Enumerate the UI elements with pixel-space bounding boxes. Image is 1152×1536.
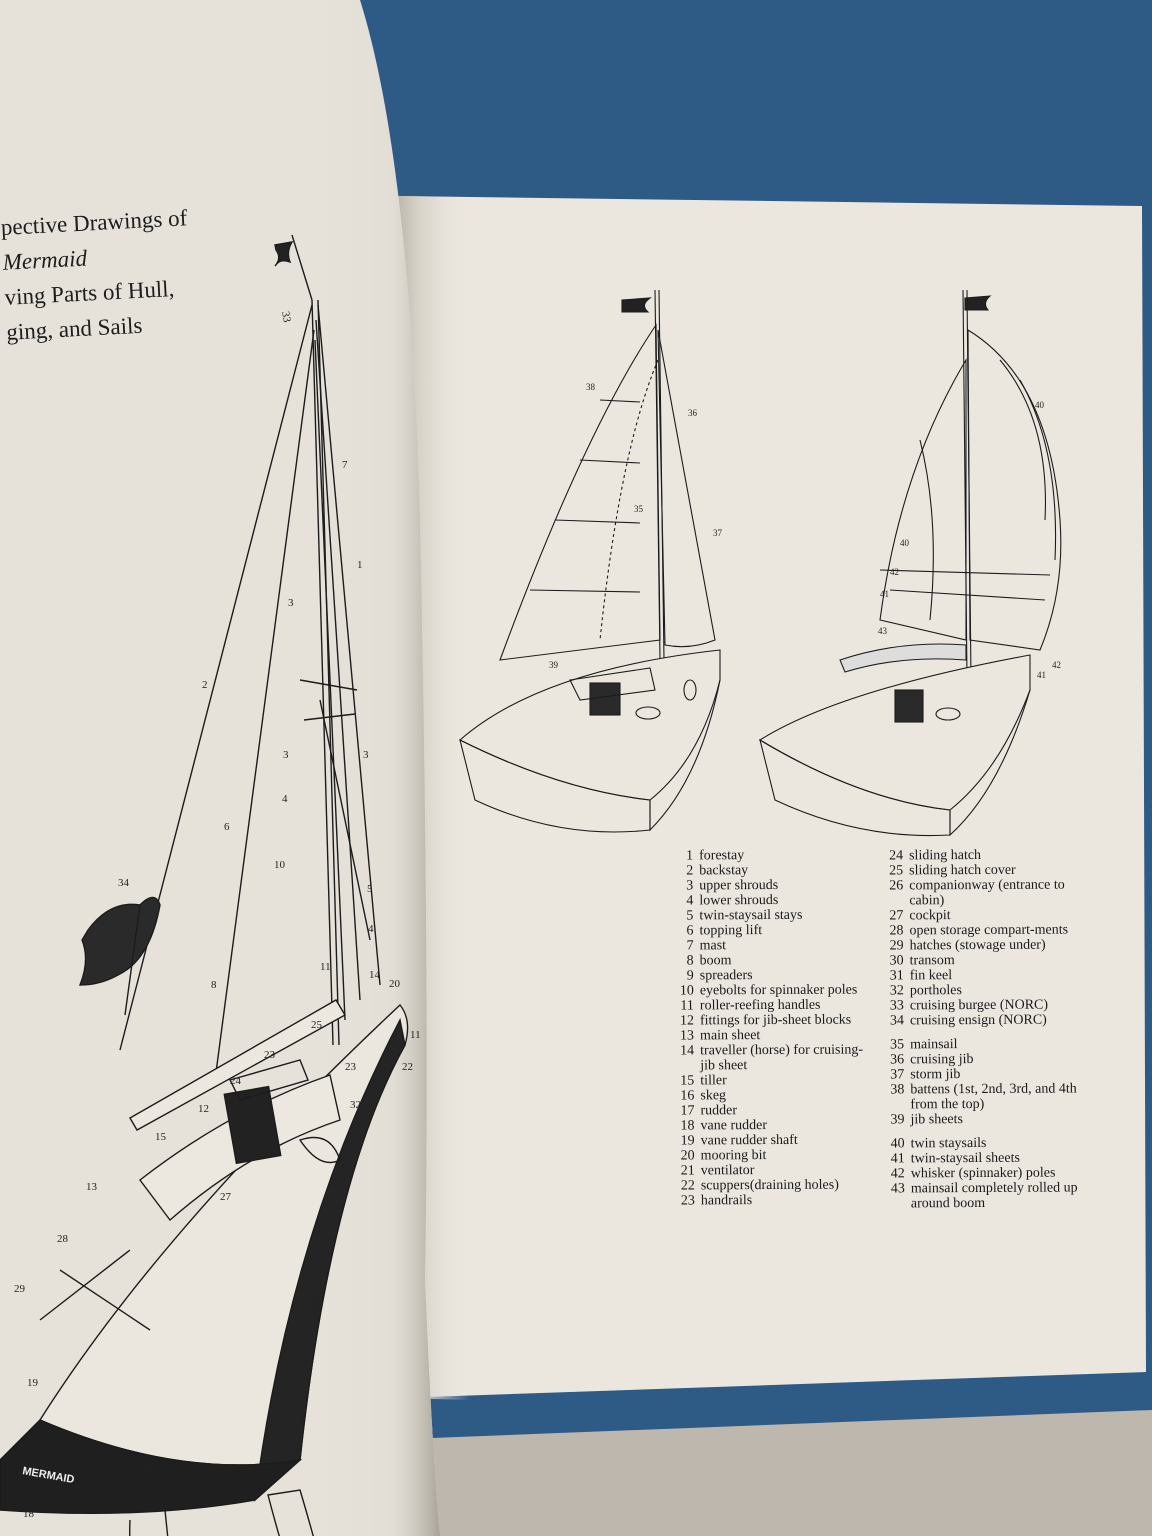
callout: 29 bbox=[14, 1283, 25, 1295]
legend-item bbox=[879, 1135, 1079, 1151]
callout: 35 bbox=[634, 504, 643, 514]
legend-text: forestay bbox=[699, 848, 745, 864]
legend-number: 34 bbox=[889, 1013, 904, 1029]
callout: 42 bbox=[1052, 660, 1061, 670]
legend-text: vane rudder shaft bbox=[700, 1132, 798, 1149]
legend-text: jib sheets bbox=[910, 1112, 964, 1128]
legend-item bbox=[668, 1102, 876, 1118]
legend-number: 10 bbox=[679, 983, 694, 999]
callout: 38 bbox=[586, 382, 595, 392]
legend-number: 31 bbox=[889, 968, 904, 984]
legend-text: twin-staysail sheets bbox=[910, 1150, 1020, 1167]
legend-text: spreaders bbox=[699, 968, 753, 984]
legend-number: 21 bbox=[680, 1163, 695, 1179]
legend-item bbox=[668, 1087, 876, 1103]
callout: 18 bbox=[23, 1508, 34, 1520]
legend-number: 12 bbox=[679, 1013, 695, 1029]
legend-item bbox=[878, 1081, 1078, 1112]
legend-item bbox=[668, 952, 876, 968]
legend-item bbox=[668, 1072, 876, 1088]
legend-text: portholes bbox=[909, 983, 962, 999]
legend-text: mainsail completely rolled up around boom bbox=[910, 1180, 1078, 1212]
legend-text: cockpit bbox=[909, 908, 951, 924]
legend-item bbox=[878, 997, 1078, 1013]
legend-text: ventilator bbox=[700, 1163, 755, 1179]
legend-number: 39 bbox=[890, 1112, 905, 1128]
legend-text: rudder bbox=[700, 1103, 738, 1119]
legend-number: 4 bbox=[686, 893, 694, 909]
legend-item bbox=[668, 982, 876, 998]
legend-text: cruising jib bbox=[910, 1052, 974, 1068]
legend-text: vane rudder bbox=[700, 1118, 768, 1134]
callout: 27 bbox=[220, 1191, 231, 1203]
legend-number: 14 bbox=[680, 1043, 695, 1059]
callout: 11 bbox=[320, 961, 331, 973]
legend-item bbox=[667, 907, 875, 923]
legend-column-2 bbox=[877, 847, 1079, 1211]
legend-number: 19 bbox=[680, 1133, 695, 1149]
legend-text: storm jib bbox=[910, 1067, 961, 1083]
legend-text: mooring bit bbox=[700, 1148, 767, 1164]
callout: 36 bbox=[688, 408, 697, 418]
legend-text: whisker (spinnaker) poles bbox=[910, 1165, 1056, 1182]
legend-text: sliding hatch bbox=[909, 847, 982, 864]
legend-item bbox=[669, 1192, 877, 1208]
callout: 17 bbox=[123, 1503, 134, 1515]
legend-item bbox=[668, 1042, 876, 1073]
callout: 42 bbox=[890, 567, 899, 577]
legend-number: 40 bbox=[890, 1136, 905, 1152]
legend-text: mainsail bbox=[910, 1037, 958, 1053]
legend-number: 5 bbox=[686, 908, 694, 924]
callout: 33 bbox=[279, 310, 293, 324]
legend-text: tiller bbox=[700, 1073, 727, 1089]
callout: 41 bbox=[880, 589, 889, 599]
title-line: pective Drawings of bbox=[0, 205, 188, 240]
callout: 20 bbox=[389, 978, 400, 990]
right-page bbox=[395, 196, 1146, 1398]
callout: 5 bbox=[367, 883, 373, 895]
legend-number: 26 bbox=[889, 878, 904, 894]
callout: 16 bbox=[142, 1463, 153, 1475]
legend-text: eyebolts for spinnaker poles bbox=[699, 982, 858, 999]
callout: 3 bbox=[283, 749, 289, 761]
legend-item bbox=[668, 997, 876, 1013]
callout: 11 bbox=[410, 1029, 421, 1041]
callout: 4 bbox=[282, 793, 288, 805]
callout: 26 bbox=[253, 1143, 264, 1155]
legend-item bbox=[878, 982, 1078, 998]
legend-item bbox=[877, 847, 1077, 863]
legend-item bbox=[667, 922, 875, 938]
legend-number: 33 bbox=[889, 998, 904, 1014]
legend-item bbox=[878, 1111, 1078, 1127]
callout: 43 bbox=[878, 626, 887, 636]
legend-text: fittings for jib-sheet blocks bbox=[699, 1012, 852, 1029]
legend-number: 29 bbox=[889, 938, 904, 954]
callout: 39 bbox=[549, 660, 558, 670]
callout: 32 bbox=[350, 1099, 361, 1111]
legend-item bbox=[877, 877, 1077, 908]
legend-number: 1 bbox=[686, 848, 694, 864]
legend-text: topping lift bbox=[699, 923, 763, 939]
legend-text: fin keel bbox=[909, 968, 953, 984]
legend-text: traveller (horse) for cruising-jib sheet bbox=[700, 1042, 864, 1074]
legend-number: 43 bbox=[890, 1181, 905, 1197]
legend-item bbox=[667, 877, 875, 893]
legend-number: 35 bbox=[890, 1037, 905, 1053]
legend-number: 11 bbox=[680, 998, 694, 1014]
callout: 40 bbox=[1035, 400, 1044, 410]
legend-number: 38 bbox=[890, 1082, 905, 1098]
legend-item bbox=[878, 967, 1078, 983]
legend-number: 32 bbox=[889, 983, 904, 999]
legend-item bbox=[667, 892, 875, 908]
legend-number: 36 bbox=[890, 1052, 905, 1068]
title-line: Mermaid bbox=[2, 245, 88, 275]
legend-item bbox=[877, 907, 1077, 923]
legend-text: handrails bbox=[700, 1193, 753, 1209]
legend-column-1 bbox=[667, 847, 877, 1208]
legend-item bbox=[878, 1066, 1078, 1082]
legend-text: hatches (stowage under) bbox=[909, 937, 1046, 954]
callout: 22 bbox=[402, 1061, 413, 1073]
legend-item bbox=[669, 1132, 877, 1148]
legend-text: backstay bbox=[699, 863, 749, 879]
legend-number: 22 bbox=[680, 1178, 695, 1194]
legend-number: 28 bbox=[889, 923, 904, 939]
callout: 3 bbox=[363, 749, 369, 761]
legend-item bbox=[878, 952, 1078, 968]
legend-item bbox=[668, 937, 876, 953]
title-line: ging, and Sails bbox=[5, 312, 143, 345]
legend-text: scuppers(draining holes) bbox=[700, 1177, 839, 1194]
legend-text: mast bbox=[699, 938, 727, 954]
legend-number: 16 bbox=[680, 1088, 695, 1104]
legend-item bbox=[668, 1117, 876, 1133]
legend-number: 27 bbox=[889, 908, 904, 924]
legend-number: 37 bbox=[890, 1067, 905, 1083]
callout: 8 bbox=[211, 979, 217, 991]
callout: 19 bbox=[27, 1377, 38, 1389]
left-page-title bbox=[0, 200, 197, 350]
legend-item bbox=[667, 862, 875, 878]
legend-item bbox=[668, 1027, 876, 1043]
legend-number: 15 bbox=[680, 1073, 695, 1089]
callout: 15 bbox=[155, 1131, 166, 1143]
legend-item bbox=[878, 1051, 1078, 1067]
legend-text: lower shrouds bbox=[699, 892, 779, 909]
callout: 10 bbox=[274, 859, 285, 871]
legend-number: 30 bbox=[889, 953, 904, 969]
stern-name: MERMAID bbox=[21, 1465, 76, 1487]
legend-text: twin staysails bbox=[910, 1135, 987, 1152]
legend-item bbox=[879, 1150, 1079, 1166]
legend-number: 13 bbox=[680, 1028, 695, 1044]
callout: 6 bbox=[224, 821, 230, 833]
callout: 1 bbox=[357, 559, 363, 571]
legend-number: 6 bbox=[686, 923, 694, 939]
legend-text: twin-staysail stays bbox=[699, 907, 803, 924]
legend-number: 7 bbox=[686, 938, 694, 954]
title-line: ving Parts of Hull, bbox=[3, 276, 175, 310]
callout: 25 bbox=[311, 1019, 322, 1031]
callout: 24 bbox=[230, 1075, 241, 1087]
legend-item bbox=[668, 1012, 876, 1028]
legend-item bbox=[878, 937, 1078, 953]
legend-number: 3 bbox=[686, 878, 694, 894]
legend-number: 18 bbox=[680, 1118, 695, 1134]
legend-item bbox=[668, 967, 876, 983]
legend-number: 41 bbox=[890, 1151, 905, 1167]
callout: 23 bbox=[345, 1061, 356, 1073]
legend-number: 20 bbox=[680, 1148, 695, 1164]
callout: 40 bbox=[900, 538, 909, 548]
legend-item bbox=[877, 922, 1077, 938]
legend-number: 23 bbox=[680, 1193, 695, 1209]
legend-number: 42 bbox=[890, 1166, 905, 1182]
legend-item bbox=[669, 1162, 877, 1178]
legend-number: 24 bbox=[889, 848, 904, 864]
legend-text: sliding hatch cover bbox=[909, 862, 1016, 879]
legend-item bbox=[667, 847, 875, 863]
callout: 13 bbox=[86, 1181, 97, 1193]
legend-item bbox=[669, 1177, 877, 1193]
legend-text: upper shrouds bbox=[699, 877, 779, 894]
callout: 3 bbox=[288, 597, 294, 609]
legend-text: boom bbox=[699, 953, 732, 969]
legend-item bbox=[879, 1165, 1079, 1181]
legend-number: 9 bbox=[686, 968, 694, 984]
legend-text: companionway (entrance to cabin) bbox=[909, 877, 1065, 909]
legend-number: 17 bbox=[680, 1103, 695, 1119]
callout: 2 bbox=[202, 679, 208, 691]
legend-text: open storage compart-ments bbox=[909, 922, 1069, 939]
callout: 12 bbox=[198, 1103, 209, 1115]
legend-item bbox=[669, 1147, 877, 1163]
callout: 7 bbox=[342, 459, 348, 471]
callout: 14 bbox=[369, 969, 380, 981]
callout: 34 bbox=[118, 877, 129, 889]
legend-text: cruising burgee (NORC) bbox=[909, 997, 1049, 1014]
legend-text: transom bbox=[909, 953, 955, 969]
callout: 31 bbox=[310, 1299, 321, 1311]
legend-item bbox=[877, 862, 1077, 878]
legend-text: roller-reefing handles bbox=[699, 997, 821, 1014]
legend-text: cruising ensign (NORC) bbox=[909, 1012, 1047, 1029]
callout: 23 bbox=[264, 1049, 275, 1061]
legend-number: 8 bbox=[686, 953, 694, 969]
legend-item bbox=[878, 1036, 1078, 1052]
legend-text: skeg bbox=[700, 1088, 727, 1104]
callout: 37 bbox=[713, 528, 722, 538]
legend-text: main sheet bbox=[700, 1028, 761, 1044]
callout: 41 bbox=[1037, 670, 1046, 680]
legend-text: battens (1st, 2nd, 3rd, and 4th from the top) bbox=[910, 1081, 1077, 1113]
callout: 28 bbox=[57, 1233, 68, 1245]
legend-item bbox=[878, 1012, 1078, 1028]
legend-item bbox=[879, 1180, 1079, 1211]
callout: 4 bbox=[368, 923, 374, 935]
legend-number: 25 bbox=[889, 863, 904, 879]
legend-number: 2 bbox=[686, 863, 694, 879]
